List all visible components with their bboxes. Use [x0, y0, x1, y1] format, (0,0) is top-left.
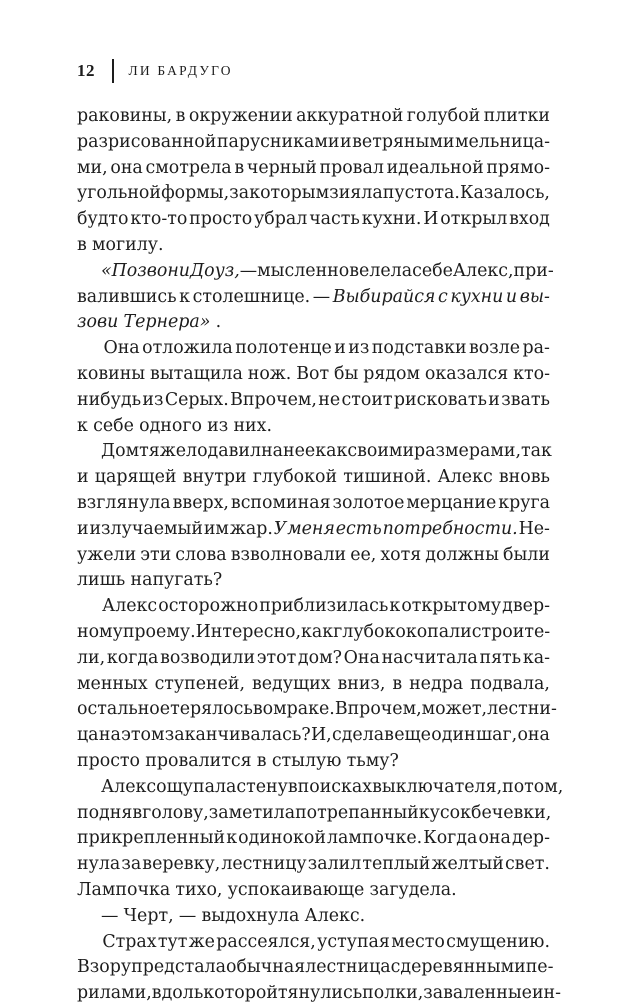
text-line — [77, 697, 557, 723]
text-line — [77, 878, 550, 904]
word: одного — [139, 415, 202, 436]
text-line — [77, 594, 550, 620]
word: хотя — [380, 544, 422, 565]
word: царящей — [94, 467, 177, 488]
word: отложила — [142, 338, 233, 359]
word: стылую — [271, 750, 342, 771]
word: Дом — [101, 441, 140, 462]
word: ковины — [77, 363, 146, 384]
text-line — [77, 388, 550, 414]
word: которым — [249, 183, 330, 204]
word: Тернера» — [123, 312, 211, 333]
word: ведущих — [251, 673, 331, 694]
text-line — [77, 104, 550, 130]
word: мысленно — [257, 260, 350, 281]
word: строите- — [471, 621, 551, 642]
word: уступая — [317, 931, 390, 952]
word: нее — [283, 441, 316, 462]
word: давил — [207, 441, 262, 462]
word: меня — [287, 518, 335, 539]
text-line — [77, 465, 550, 491]
word: и — [505, 286, 518, 307]
text-line — [77, 955, 554, 981]
word: к — [179, 286, 191, 307]
word: с — [438, 286, 448, 307]
word: и — [340, 131, 352, 152]
word: выключателя, — [372, 776, 503, 797]
word: она — [517, 725, 550, 746]
word: эти — [140, 544, 172, 565]
word: кто- — [513, 363, 550, 384]
word: глубокой — [252, 467, 338, 488]
word: аккуратной — [296, 106, 404, 126]
word: Алекс, — [452, 260, 514, 281]
word: Лампочка — [77, 879, 171, 900]
word: будто — [77, 209, 129, 230]
word: прикрепленный — [77, 828, 226, 849]
word: при- — [513, 260, 554, 281]
word: У — [273, 518, 287, 539]
word: раковины, — [77, 106, 173, 126]
word: лестницу — [221, 854, 307, 875]
word: — — [101, 905, 119, 926]
text-line — [77, 801, 550, 827]
word: ца — [77, 725, 99, 746]
paragraph-indent — [77, 259, 101, 285]
paragraph-indent — [77, 930, 101, 956]
word: ми, — [77, 157, 108, 178]
running-header-author: ЛИ БАРДУГО — [128, 63, 233, 78]
word: должны — [425, 544, 499, 565]
word: парусниками — [216, 131, 340, 152]
word: идеальной — [386, 157, 484, 178]
word: Страх — [102, 931, 157, 952]
word: за — [229, 183, 250, 204]
word: ин- — [531, 983, 562, 1004]
text-line — [77, 930, 550, 956]
word: как — [315, 441, 348, 462]
word: еще — [394, 725, 431, 746]
text-line — [77, 749, 550, 775]
word: за — [121, 854, 142, 875]
word: голову, — [142, 802, 209, 823]
word: Алекс — [102, 596, 158, 617]
word: себе — [93, 415, 134, 436]
word: может, — [421, 699, 488, 720]
word: — — [312, 286, 331, 307]
text-line — [77, 646, 550, 672]
word: поисках — [297, 776, 373, 797]
word: одинокой — [238, 828, 326, 849]
word: стоит — [341, 389, 393, 410]
word: потрепанный — [295, 802, 419, 823]
word: провал — [319, 157, 384, 178]
word: место — [391, 931, 445, 952]
word: вы- — [519, 286, 550, 307]
word: предстала — [131, 957, 226, 978]
word: ощупала — [156, 776, 237, 797]
word: излучаемый — [89, 518, 203, 539]
word: лестни- — [487, 699, 557, 720]
word: в — [392, 673, 403, 694]
word: Алекс — [437, 467, 493, 488]
word: как — [301, 621, 334, 642]
text-line — [77, 543, 550, 569]
word: заваленные — [423, 983, 532, 1004]
word: золотое — [332, 492, 405, 513]
word: терялось — [170, 699, 253, 720]
word: лестница — [305, 957, 391, 978]
text-line — [77, 852, 550, 878]
word: вспоминая — [230, 492, 331, 513]
word: этот — [256, 647, 297, 668]
word: приблизилась — [259, 596, 389, 617]
word: вдоль — [151, 983, 204, 1004]
word: в — [175, 106, 186, 126]
word: ли, — [77, 647, 106, 668]
word: И — [423, 209, 439, 230]
word: потом, — [502, 776, 564, 797]
word: открытому — [401, 596, 502, 617]
word: недра — [409, 673, 464, 694]
word: она — [110, 157, 143, 178]
word: тишиной. — [343, 467, 432, 488]
word: в — [256, 750, 267, 771]
word: прямо- — [486, 157, 550, 178]
word: свет. — [504, 854, 550, 875]
word: тьму? — [346, 750, 399, 771]
word: рассеялся, — [216, 931, 316, 952]
word: и — [77, 467, 89, 488]
word: сделав — [331, 725, 394, 746]
word: теплый — [362, 854, 431, 875]
word: из — [348, 338, 370, 359]
word: вниз, — [337, 673, 386, 694]
word: в — [234, 157, 245, 178]
word: остальное — [77, 699, 171, 720]
word: взволновали — [230, 544, 347, 565]
word: Алекс. — [304, 905, 366, 926]
word: Выбирайся — [332, 286, 436, 307]
word: Алекс — [101, 776, 157, 797]
word: Когда — [423, 828, 478, 849]
running-header — [77, 60, 233, 82]
text-line — [77, 259, 554, 285]
word: рилами, — [77, 983, 152, 1004]
word: черный — [246, 157, 317, 178]
word: нож. — [247, 363, 292, 384]
word: залил — [307, 854, 362, 875]
word: велела — [349, 260, 413, 281]
word: с — [390, 957, 401, 978]
text-line — [77, 156, 550, 182]
word: угольной — [77, 183, 161, 204]
word: которой — [203, 983, 278, 1004]
word: оказался — [424, 363, 509, 384]
text-line — [77, 904, 550, 930]
header-divider — [112, 59, 114, 83]
word: Доуз, — [190, 260, 240, 281]
word: шаг, — [475, 725, 518, 746]
word: к — [226, 828, 238, 849]
word: заканчивалась? — [164, 725, 311, 746]
word: кухни. — [361, 209, 422, 230]
word: зови — [77, 312, 119, 333]
word: дер- — [511, 828, 550, 849]
paragraph-indent — [77, 336, 101, 362]
word: могилу. — [92, 234, 164, 255]
word: деревянными — [400, 957, 526, 978]
text-line — [77, 336, 550, 362]
word: валившись — [77, 286, 177, 307]
word: ка- — [522, 647, 550, 668]
word: копали — [405, 621, 472, 642]
word: Она — [343, 647, 380, 668]
text-line — [77, 775, 564, 801]
word: столешнице. — [192, 286, 311, 307]
word: провалится — [145, 750, 252, 771]
word: ветряными — [352, 131, 455, 152]
word: взглянула — [77, 492, 171, 513]
page-number: 12 — [77, 61, 95, 80]
word: — — [239, 260, 258, 281]
text-line — [77, 439, 550, 465]
word: слова — [175, 544, 227, 565]
word: ее, — [350, 544, 377, 565]
word: нула — [77, 854, 121, 875]
word: дом? — [297, 647, 342, 668]
word: Казалось, — [460, 183, 550, 204]
word: Не- — [518, 518, 550, 539]
word: — — [178, 905, 197, 926]
word: просто — [189, 209, 253, 230]
word: зияла — [329, 183, 383, 204]
word: возле — [469, 338, 521, 359]
text-line — [77, 826, 550, 852]
word: себе — [412, 260, 453, 281]
word: выдохнула — [201, 905, 300, 926]
word: мерцание — [406, 492, 497, 513]
paragraph-indent — [77, 775, 101, 801]
word: из — [207, 415, 229, 436]
word: «Позвони — [101, 260, 191, 281]
word: подняв — [77, 802, 143, 823]
word: напугать? — [130, 570, 223, 591]
text-line — [77, 414, 550, 440]
word: возводили — [160, 647, 256, 668]
word: подставки — [371, 338, 467, 359]
word: тут — [157, 931, 188, 952]
word: не — [318, 389, 341, 410]
word: ступеней, — [154, 673, 246, 694]
text-line — [77, 207, 550, 233]
word: когда — [106, 647, 159, 668]
word: бечевки, — [470, 802, 552, 823]
word: подвала, — [470, 673, 550, 694]
word: насчитала — [381, 647, 478, 668]
word: Впрочем, — [230, 389, 317, 410]
word: Интересно, — [195, 621, 302, 642]
word: обычная — [225, 957, 306, 978]
word: веревку, — [142, 854, 221, 875]
word: рисковать — [393, 389, 487, 410]
word: к — [389, 596, 401, 617]
text-line — [77, 130, 550, 156]
word: заметила — [208, 802, 296, 823]
word: ра- — [522, 338, 550, 359]
word: часть — [309, 209, 360, 230]
word: разрисованной — [77, 131, 217, 152]
paragraph-indent — [77, 439, 101, 465]
word: смущению. — [446, 931, 550, 952]
word: осторожно — [158, 596, 259, 617]
word: размерами, — [414, 441, 521, 462]
word: плитки — [483, 106, 550, 126]
word: Она — [103, 338, 140, 359]
word: так — [521, 441, 552, 462]
word: вход — [509, 209, 550, 230]
word: своими — [347, 441, 415, 462]
text-line — [77, 723, 550, 749]
text-line — [77, 233, 550, 259]
word: голубой — [406, 106, 481, 126]
word: ному — [77, 621, 123, 642]
word: пустота. — [382, 183, 460, 204]
text-line — [77, 620, 550, 646]
text-line — [77, 517, 550, 543]
word: формы, — [161, 183, 230, 204]
word: потребности. — [382, 518, 518, 539]
word: смотрела — [145, 157, 232, 178]
word: И, — [310, 725, 332, 746]
word: в — [77, 234, 87, 255]
word: мельница- — [455, 131, 550, 152]
word: тихо, — [175, 879, 223, 900]
word: звать — [501, 389, 550, 410]
word: этом — [121, 725, 165, 746]
word: загудела. — [369, 879, 457, 900]
word: стену — [236, 776, 288, 797]
paragraph-indent — [77, 904, 101, 930]
text-line — [77, 310, 550, 336]
text-line — [77, 181, 550, 207]
word: во — [252, 699, 274, 720]
word: проему. — [122, 621, 196, 642]
word: из — [142, 389, 164, 410]
word: на — [261, 441, 284, 462]
word: же — [188, 931, 215, 952]
word: мраке. — [273, 699, 335, 720]
word: бы — [333, 363, 359, 384]
word: нибудь — [77, 389, 142, 410]
text-line — [77, 285, 550, 311]
text-line — [77, 672, 550, 698]
word: успокаивающе — [227, 879, 365, 900]
word: тяжело — [139, 441, 208, 462]
word: полки, — [362, 983, 424, 1004]
word: один — [431, 725, 476, 746]
word: Взору — [77, 957, 132, 978]
word: круга — [498, 492, 550, 513]
word: вытащила — [150, 363, 243, 384]
word: внутри — [182, 467, 247, 488]
word: открыл — [440, 209, 508, 230]
word: Черт, — [123, 905, 174, 926]
word: и — [334, 338, 346, 359]
word: двер- — [502, 596, 550, 617]
paragraph-indent — [77, 594, 101, 620]
word: есть — [335, 518, 382, 539]
word: . — [215, 312, 222, 333]
text-line — [77, 362, 550, 388]
word: Вот — [296, 363, 330, 384]
word: им — [203, 518, 229, 539]
word: желтый — [431, 854, 504, 875]
word: Впрочем, — [334, 699, 422, 720]
word: убрал — [254, 209, 308, 230]
word: кусок — [418, 802, 471, 823]
word: менных — [77, 673, 148, 694]
word: кто-то — [130, 209, 188, 230]
word: и — [77, 518, 89, 539]
word: глубоко — [333, 621, 406, 642]
word: она — [478, 828, 511, 849]
word: жар. — [229, 518, 273, 539]
word: просто — [77, 750, 141, 771]
word: на — [98, 725, 121, 746]
text-line — [77, 491, 550, 517]
word: и — [488, 389, 500, 410]
word: вверх, — [172, 492, 229, 513]
word: кухни — [450, 286, 504, 307]
word: вновь — [498, 467, 550, 488]
word: лишь — [77, 570, 126, 591]
word: пе- — [525, 957, 554, 978]
word: них. — [233, 415, 272, 436]
word: пять — [479, 647, 522, 668]
body-text — [77, 104, 564, 1007]
word: полотенце — [235, 338, 332, 359]
word: к — [77, 415, 88, 436]
word: в — [287, 776, 298, 797]
word: Серых. — [164, 389, 229, 410]
text-line — [77, 981, 562, 1007]
word: ужели — [77, 544, 137, 565]
word: окружении — [188, 106, 293, 126]
text-line — [77, 568, 550, 594]
word: рядом — [363, 363, 420, 384]
word: тянулись — [277, 983, 363, 1004]
word: лампочке. — [326, 828, 423, 849]
word: были — [502, 544, 550, 565]
